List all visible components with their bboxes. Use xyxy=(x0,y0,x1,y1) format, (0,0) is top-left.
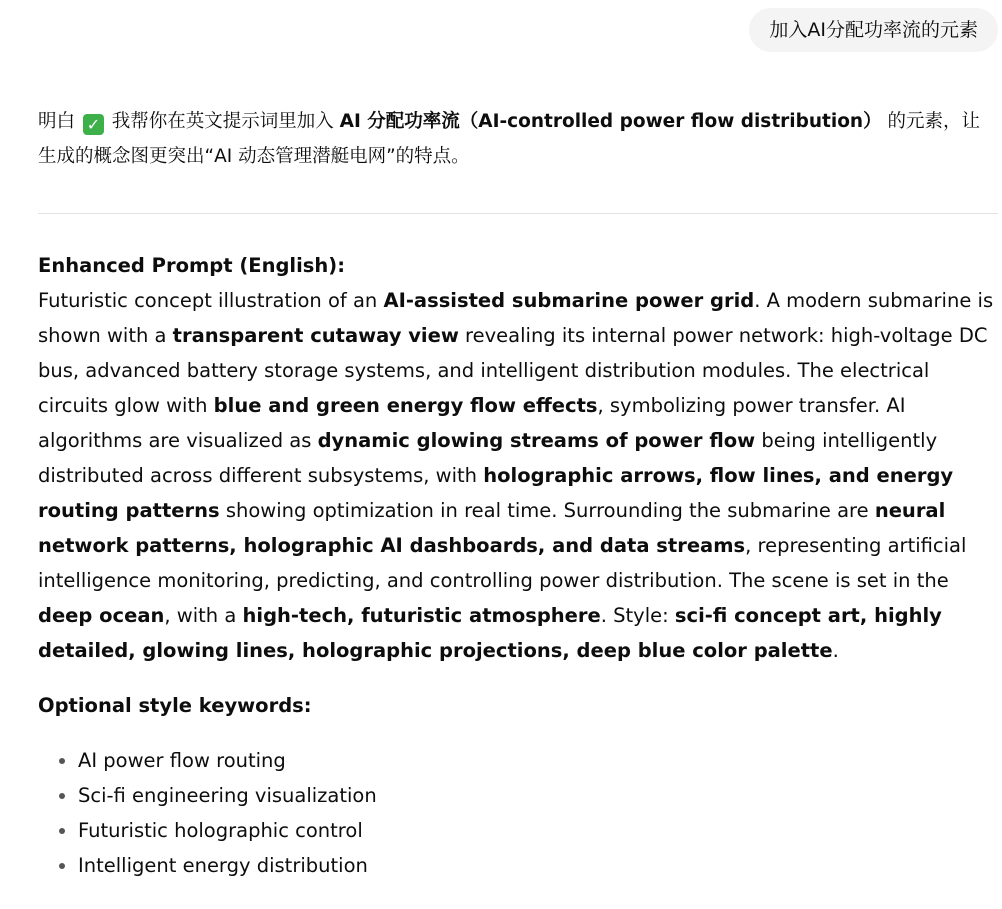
section-divider xyxy=(38,213,998,214)
prompt-text: revealing its internal power network: high-voltage DC bus, advanced battery storage systems, and intelligent distribution modules. The electrical circuits glow with xyxy=(38,324,988,417)
intro-text-3: 的元素，让生成的概念图更突出“AI 动态管理潜艇电网”的特点。 xyxy=(38,111,980,167)
intro-bold-term: AI 分配功率流（AI-controlled power flow distribution） xyxy=(339,111,882,132)
prompt-text: , symbolizing power transfer. AI algorithms are visualized as xyxy=(38,394,906,452)
list-item: • Sci-fi engineering visualization xyxy=(78,778,998,813)
list-item: • Intelligent energy distribution xyxy=(78,848,998,883)
assistant-intro xyxy=(38,104,998,174)
prompt-text: Futuristic concept illustration of an xyxy=(38,289,384,312)
enhanced-prompt-heading: Enhanced Prompt (English): xyxy=(38,254,345,277)
prompt-text: showing optimization in real time. Surrounding the submarine are xyxy=(219,499,875,522)
assistant-message xyxy=(38,104,998,883)
style-keywords-heading: Optional style keywords: xyxy=(38,694,312,717)
prompt-bold-phrase: dynamic glowing streams of power flow xyxy=(317,429,756,452)
prompt-bold-phrase: high-tech, futuristic atmosphere xyxy=(242,604,601,627)
list-item: • AI power flow routing xyxy=(78,743,998,778)
user-message-bubble: 加入AI分配功率流的元素 xyxy=(749,8,998,52)
prompt-text: , with a xyxy=(164,604,243,627)
prompt-bold-phrase: transparent cutaway view xyxy=(172,324,459,347)
prompt-bold-phrase: deep ocean xyxy=(38,604,165,627)
list-item: • Futuristic holographic control xyxy=(78,813,998,848)
enhanced-prompt-body xyxy=(38,283,998,668)
white-check-mark-icon: ✓ xyxy=(83,114,104,135)
prompt-bold-phrase: holographic arrows, flow lines, and energy routing patterns xyxy=(38,464,954,522)
prompt-text: . xyxy=(832,639,839,662)
prompt-bold-phrase: neural network patterns, holographic AI dashboards, and data streams xyxy=(38,499,946,557)
prompt-bold-phrase: sci-fi concept art, highly detailed, glowing lines, holographic projections, deep blue color palette xyxy=(38,604,942,662)
intro-text-1: 明白 xyxy=(38,111,81,132)
prompt-text: being intelligently distributed across different subsystems, with xyxy=(38,429,938,487)
style-keywords-list xyxy=(38,743,998,883)
prompt-text: . Style: xyxy=(600,604,675,627)
prompt-text: , representing artificial intelligence monitoring, predicting, and controlling power distribution. The scene is set in the xyxy=(38,534,967,592)
intro-text-2: 我帮你在英文提示词里加入 xyxy=(105,111,340,132)
prompt-bold-phrase: AI-assisted submarine power grid xyxy=(383,289,755,312)
prompt-text: . A modern submarine is shown with a xyxy=(38,289,994,347)
prompt-bold-phrase: blue and green energy flow effects xyxy=(213,394,598,417)
